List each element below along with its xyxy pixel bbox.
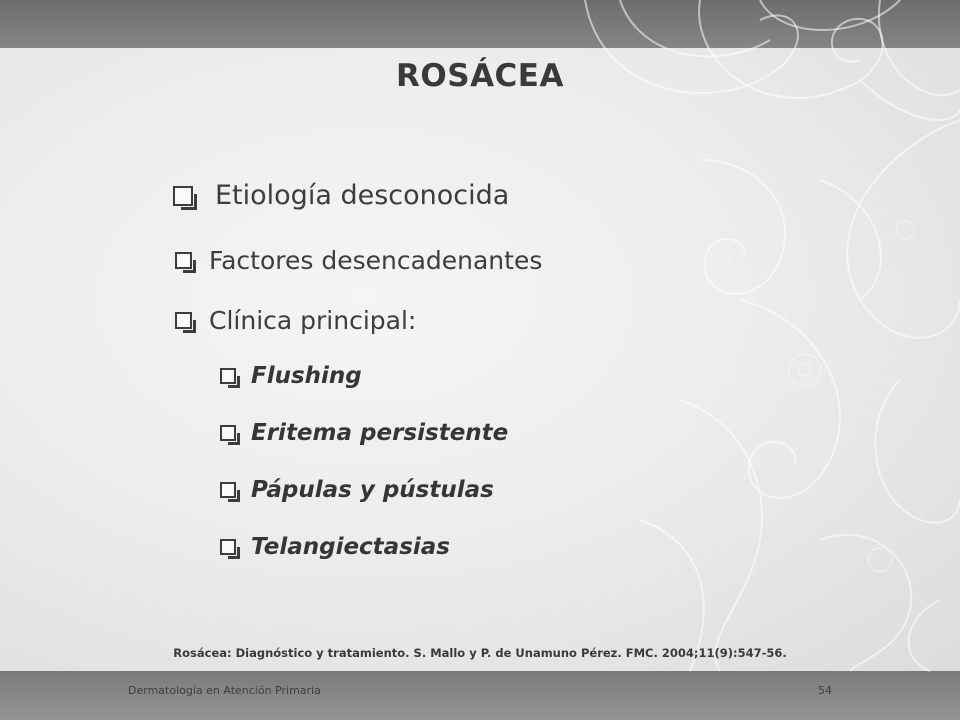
sub-bullet-telangiectasias — [220, 534, 450, 560]
sub-bullet-flushing — [220, 363, 362, 389]
page-number: 54 — [818, 684, 832, 697]
footer-text: Dermatología en Atención Primaria — [128, 684, 321, 697]
slide-title: ROSÁCEA — [396, 58, 564, 94]
bullet-item-clinica — [175, 306, 416, 335]
bullet-text: Factores desencadenantes — [209, 246, 543, 275]
reference-citation: Rosácea: Diagnóstico y tratamiento. S. Mallo y P. de Unamuno Pérez. FMC. 2004;11(9):547-56. — [173, 646, 787, 660]
checkbox-icon — [175, 312, 192, 329]
checkbox-icon — [175, 252, 192, 269]
bullet-text: Etiología desconocida — [215, 180, 510, 211]
sub-bullet-papulas — [220, 477, 494, 503]
bullet-item-etiologia — [173, 180, 509, 211]
bullet-text: Clínica principal: — [209, 306, 417, 335]
sub-bullet-text: Eritema persistente — [251, 420, 509, 446]
sub-bullet-text: Telangiectasias — [251, 534, 450, 560]
checkbox-icon — [220, 539, 236, 555]
checkbox-icon — [220, 425, 236, 441]
bullet-item-factores — [175, 246, 542, 275]
sub-bullet-eritema — [220, 420, 508, 446]
sub-bullet-text: Flushing — [251, 363, 362, 389]
sub-bullet-text: Pápulas y pústulas — [251, 477, 494, 503]
checkbox-icon — [220, 482, 236, 498]
checkbox-icon — [173, 186, 193, 206]
checkbox-icon — [220, 368, 236, 384]
